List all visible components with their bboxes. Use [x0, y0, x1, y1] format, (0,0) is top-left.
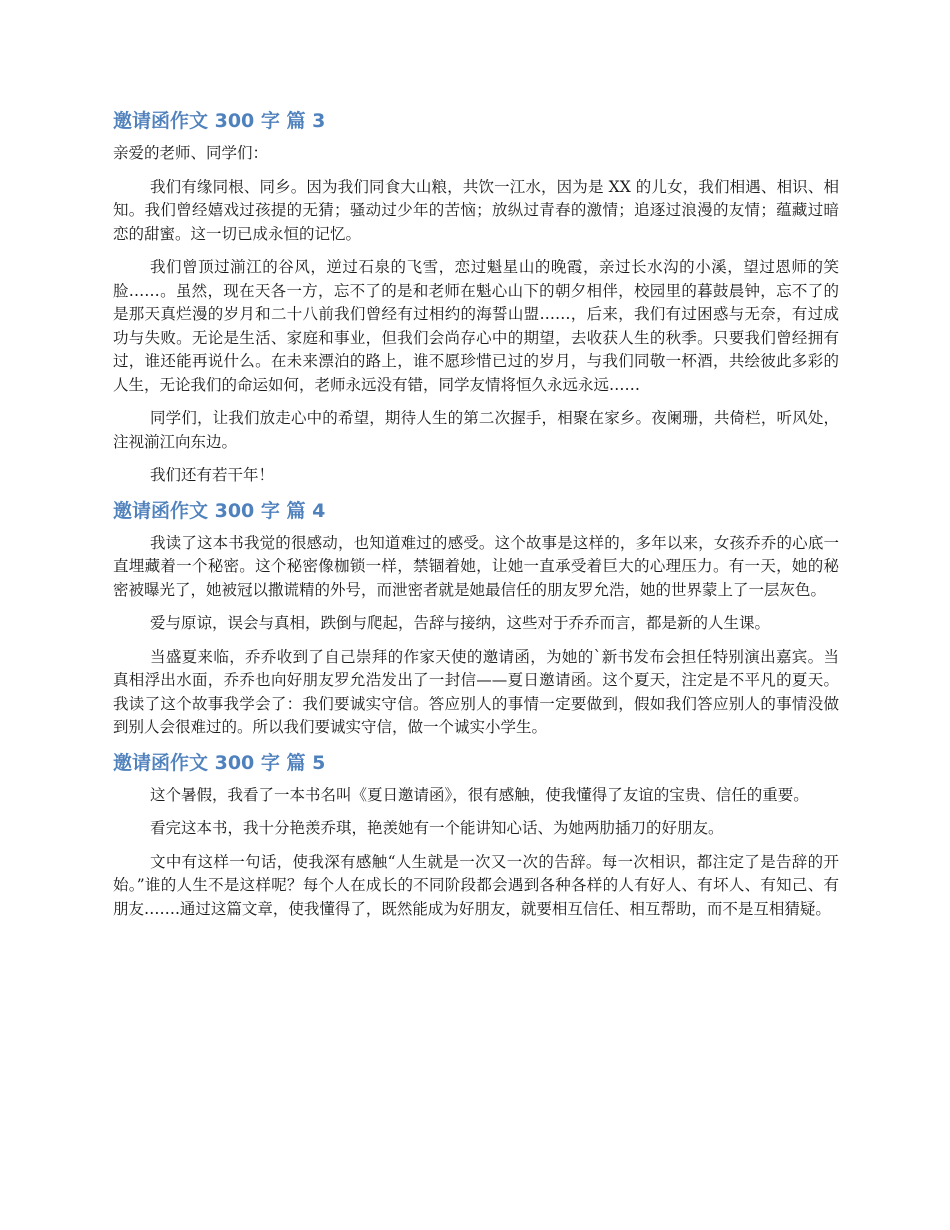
- paragraph: 我读了这本书我觉的很感动，也知道难过的感受。这个故事是这样的，多年以来，女孩乔乔的心底一直埋藏着一个秘密。这个秘密像枷锁一样，禁锢着她，让她一直承受着巨大的心理压力。有一天，她的秘密被曝光了，她被冠以撒谎精的外号，而泄密者就是她最信任的朋友罗允浩，她的世界蒙上了一层灰色。: [113, 533, 839, 599]
- paragraph: 我们有缘同根、同乡。因为我们同食大山粮，共饮一江水，因为是 XX 的儿女，我们相遇、相识、相知。我们曾经嬉戏过孩提的无猜；骚动过少年的苦恼；放纵过青春的激情；追逐过浪漫的友情；蕴藏过暗恋的甜蜜。这一切已成永恒的记忆。: [113, 177, 839, 243]
- paragraph: 爱与原谅，误会与真相，跌倒与爬起，告辞与接纳，这些对于乔乔而言，都是新的人生课。: [150, 614, 771, 632]
- essay-section-5: [113, 750, 839, 922]
- paragraph: 当盛夏来临，乔乔收到了自己崇拜的作家天使的邀请函，为她的`新书发布会担任特别演出嘉宾。当真相浮出水面，乔乔也向好朋友罗允浩发出了一封信——夏日邀请函。这个夏天，注定是不平凡的夏天。我读了这个故事我学会了：我们要诚实守信。答应别人的事情一定要做到，假如我们答应别人的事情没做到别人会很难过的。所以我们要诚实守信，做一个诚实小学生。: [113, 647, 839, 736]
- essay-section-3: [113, 108, 839, 488]
- greeting-line: 亲爱的老师、同学们：: [113, 144, 269, 162]
- section-heading: 邀请函作文 300 字 篇 5: [113, 751, 326, 774]
- paragraph: 同学们，让我们放走心中的希望，期待人生的第二次握手，相聚在家乡。夜阑珊，共倚栏，听风处，注视湔江向东边。: [113, 409, 839, 451]
- paragraph: 看完这本书，我十分艳羡乔琪，艳羡她有一个能讲知心话、为她两肋插刀的好朋友。: [150, 819, 724, 837]
- paragraph: 这个暑假，我看了一本书名叫《夏日邀请函》，很有感触，使我懂得了友谊的宝贵、信任的重要。: [150, 785, 809, 804]
- paragraph: 我们曾顶过湔江的谷风，逆过石泉的飞雪，恋过魁星山的晚霞，亲过长水沟的小溪，望过恩师的笑脸……。虽然，现在天各一方，忘不了的是和老师在魁心山下的朝夕相伴，校园里的暮鼓晨钟，忘不了的是那天真烂漫的岁月和二十八前我们曾经有过相约的海誓山盟……，后来，我们有过困惑与无奈，有过成功与失败。无论是生活、家庭和事业，但我们会尚存心中的期望，去收获人生的秋季。只要我们曾经拥有过，谁还能再说什么。在未来漂泊的路上，谁不愿珍惜已过的岁月，与我们同敬一杯酒，共绘彼此多彩的人生，无论我们的命运如何，老师永远没有错，同学友情将恒久永远永远……: [113, 258, 839, 394]
- paragraph: 文中有这样一句话，使我深有感触“人生就是一次又一次的告辞。每一次相识，都注定了是告辞的开始。”谁的人生不是这样呢？每个人在成长的不同阶段都会遇到各种各样的人有好人、有坏人、有知己、有朋友…….通过这篇文章，使我懂得了，既然能成为好朋友，就要相互信任、相互帮助，而不是互相猜疑。: [113, 852, 839, 918]
- section-heading: 邀请函作文 300 字 篇 3: [113, 110, 326, 132]
- section-heading: 邀请函作文 300 字 篇 4: [113, 499, 326, 522]
- paragraph: 我们还有若干年！: [150, 466, 275, 484]
- document-page: [113, 108, 839, 931]
- essay-section-4: [113, 498, 839, 740]
